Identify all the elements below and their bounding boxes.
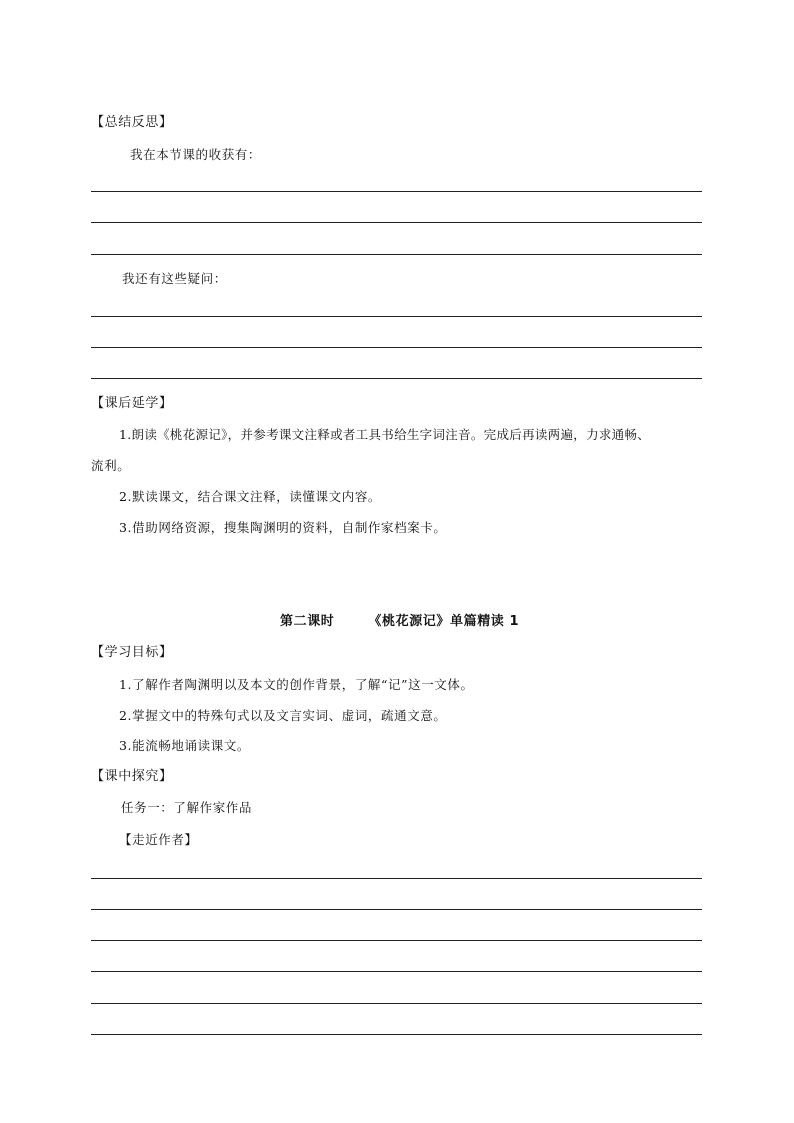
answer-line[interactable] xyxy=(91,971,702,972)
answer-line[interactable] xyxy=(91,191,702,192)
answer-line[interactable] xyxy=(91,878,702,879)
answer-line[interactable] xyxy=(91,1034,702,1035)
objective-2: 2.掌握文中的特殊句式以及文言实词、虚词，疏通文意。 xyxy=(119,708,447,723)
extension-item-2: 2.默读课文，结合课文注释，读懂课文内容。 xyxy=(119,489,382,504)
extension-item-1-continued: 流利。 xyxy=(91,458,131,473)
reflection-heading: 【总结反思】 xyxy=(91,115,173,130)
answer-line[interactable] xyxy=(91,347,702,348)
lesson-topic: 《桃花源记》单篇精读 1 xyxy=(368,614,520,629)
questions-prompt: 我还有这些疑问： xyxy=(122,271,227,286)
answer-line[interactable] xyxy=(91,909,702,910)
answer-line[interactable] xyxy=(91,316,702,317)
author-heading: 【走近作者】 xyxy=(119,832,198,847)
gains-prompt: 我在本节课的收获有： xyxy=(130,147,262,162)
extension-heading: 【课后延学】 xyxy=(91,396,173,411)
answer-line[interactable] xyxy=(91,1003,702,1004)
task-1: 任务一：了解作家作品 xyxy=(121,800,253,815)
inquiry-heading: 【课中探究】 xyxy=(91,769,173,784)
extension-item-3: 3.借助网络资源，搜集陶渊明的资料，自制作家档案卡。 xyxy=(119,520,447,535)
objective-3: 3.能流畅地诵读课文。 xyxy=(119,738,251,753)
objectives-heading: 【学习目标】 xyxy=(91,645,173,660)
lesson-number: 第二课时 xyxy=(280,614,335,629)
lesson-title xyxy=(280,614,519,630)
answer-line[interactable] xyxy=(91,254,702,255)
answer-line[interactable] xyxy=(91,940,702,941)
answer-line[interactable] xyxy=(91,378,702,379)
extension-item-1: 1.朗读《桃花源记》，并参考课文注释或者工具书给生字词注音。完成后再读两遍，力求通畅、 xyxy=(119,427,651,442)
answer-line[interactable] xyxy=(91,222,702,223)
objective-1: 1.了解作者陶渊明以及本文的创作背景，了解“记”这一文体。 xyxy=(119,677,474,692)
